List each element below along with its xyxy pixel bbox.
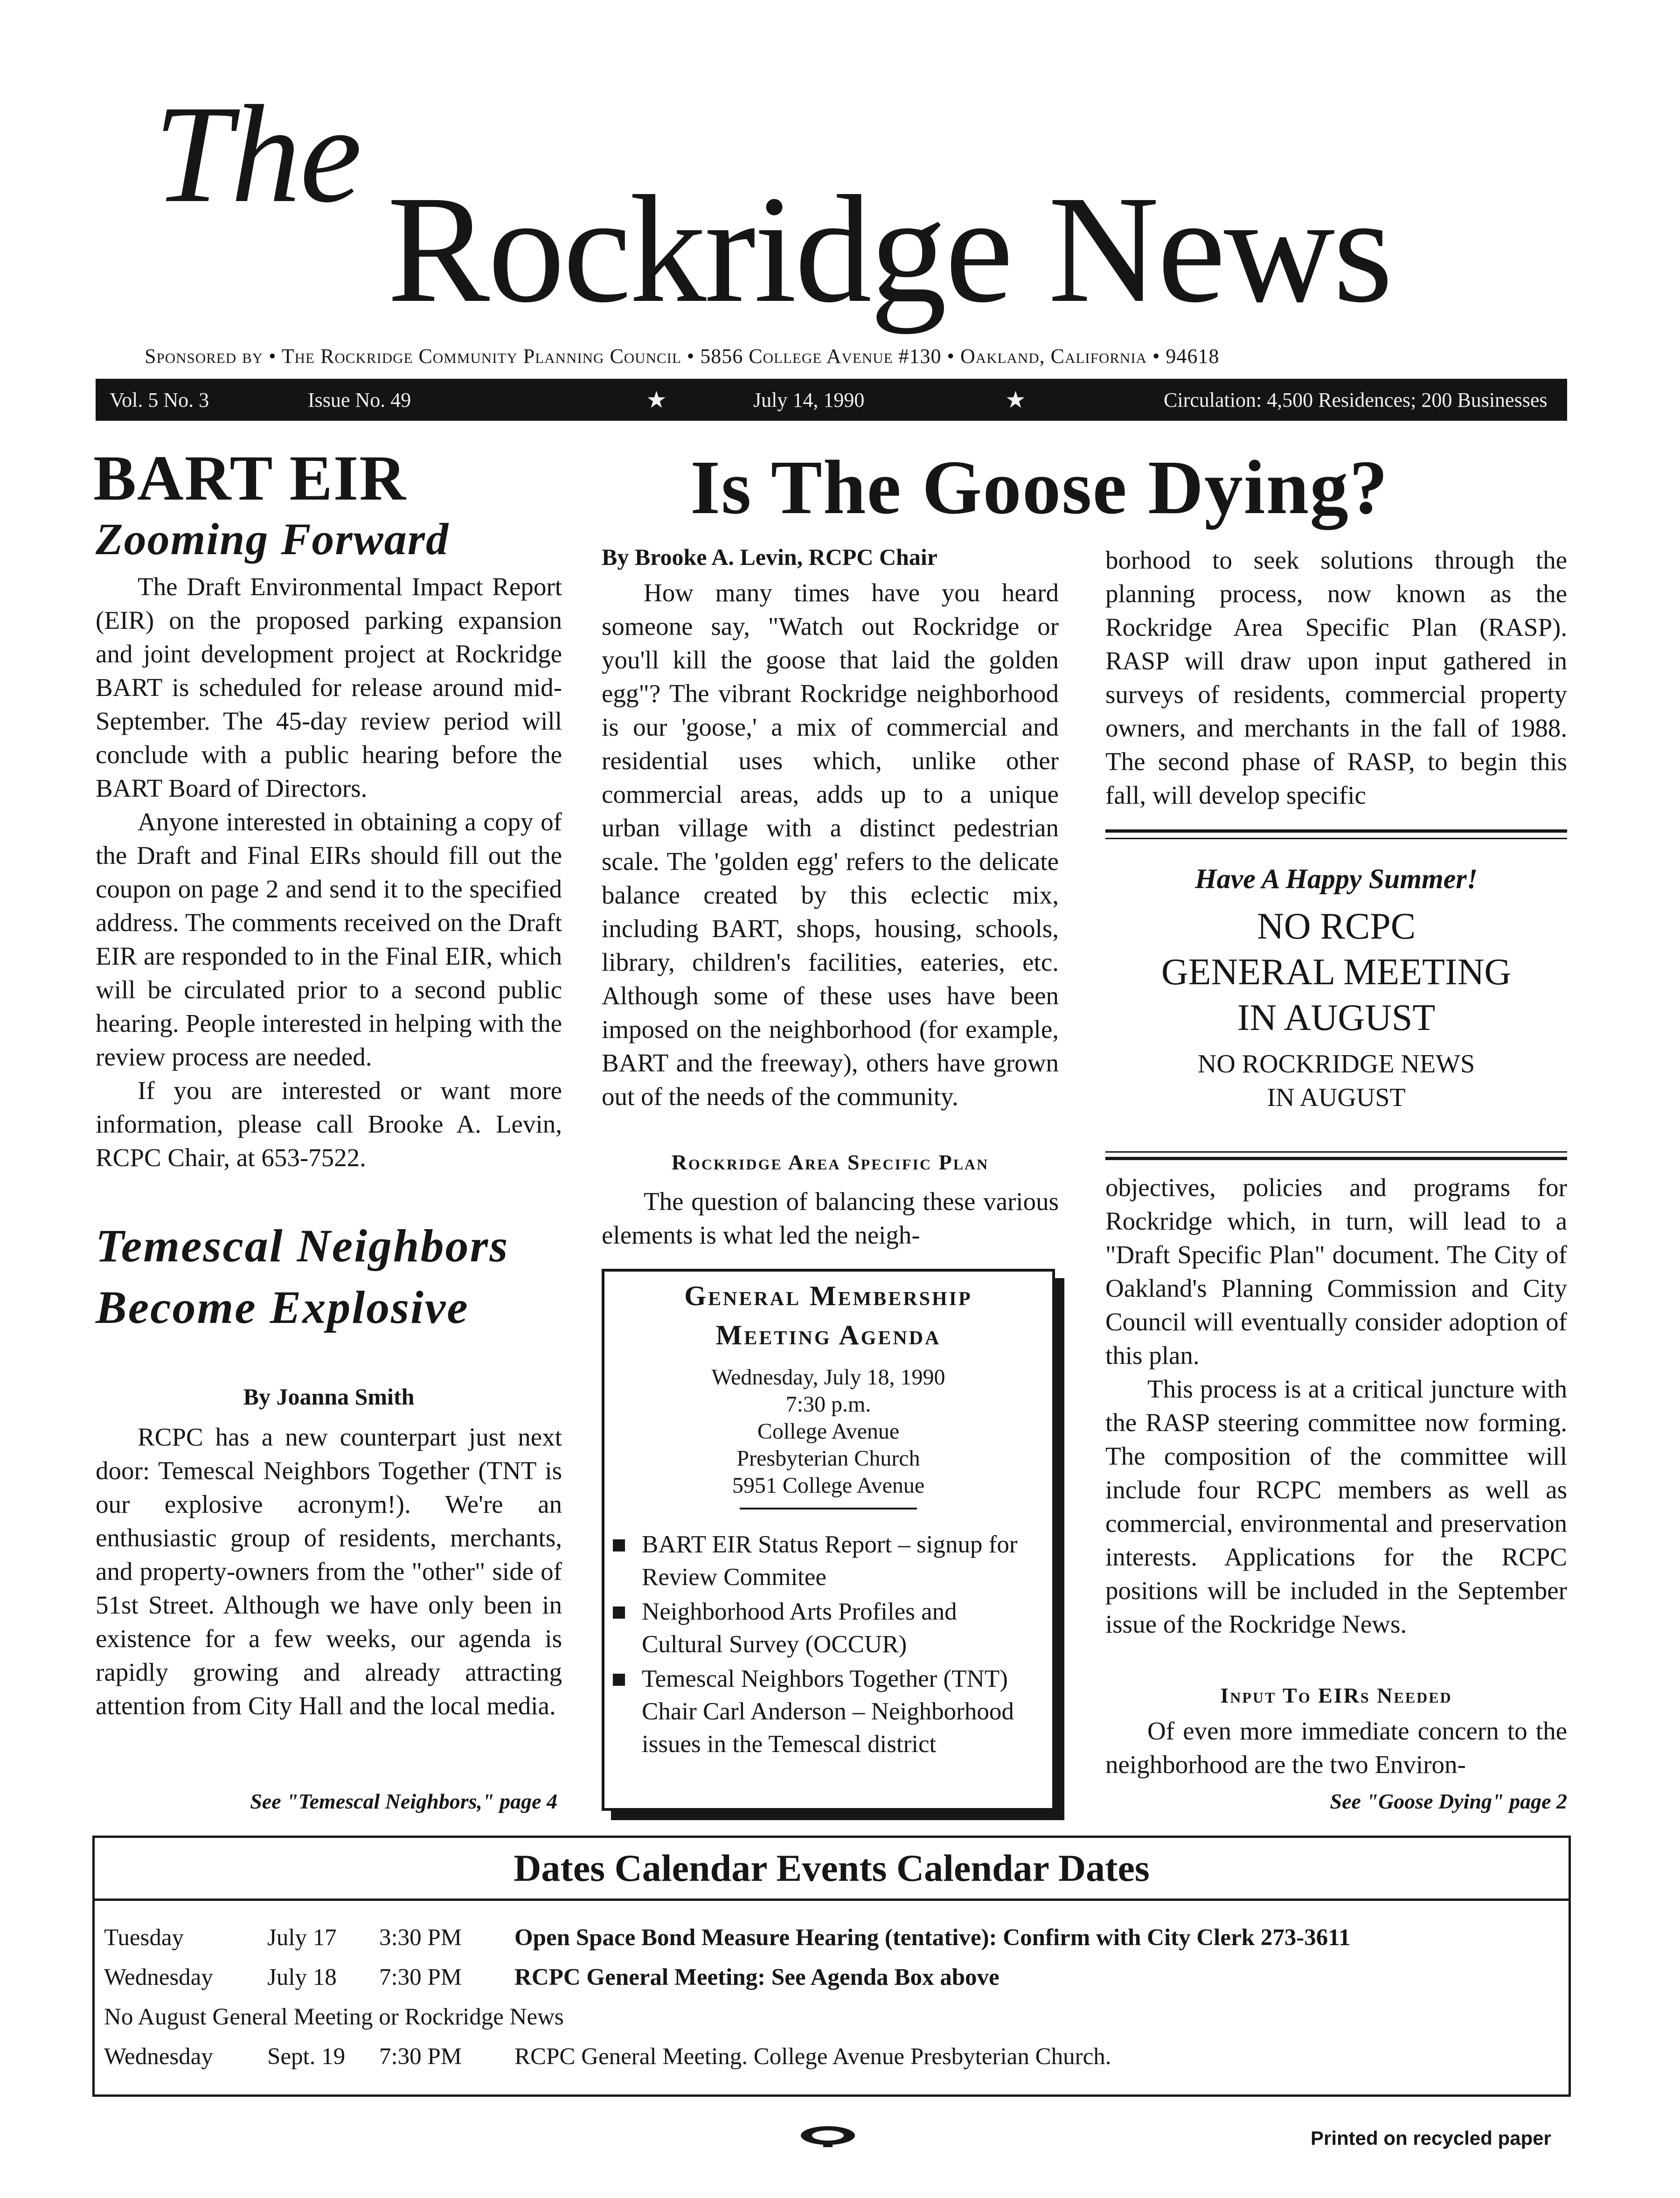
calendar-date: July 17 [267,1925,337,1951]
goose-article-body [602,1185,1059,1252]
calendar-event: RCPC General Meeting. College Avenue Presbyterian Church. [514,2044,1111,2070]
agenda-title [604,1276,1052,1355]
goose-byline: By Brooke A. Levin, RCPC Chair [602,544,937,570]
star-icon: ★ [646,387,667,413]
issue-number: Issue No. 49 [308,389,411,411]
agenda-divider [740,1508,917,1509]
notice-line: NO ROCKRIDGE NEWS [1197,1050,1475,1078]
bart-headline: BART EIR [93,442,407,514]
union-bug-logo-icon [798,2120,858,2155]
temescal-byline: By Joanna Smith [243,1384,415,1410]
bart-paragraph: The Draft Environmental Impact Report (EIR) on the proposed parking expansion and joint development project at Rockridge BART is scheduled for release around mid-September. The 45-day review period will conclude with a public hearing before the BART Board of Directors. [96,572,562,802]
calendar-event: RCPC General Meeting: See Agenda Box above [514,1964,1000,1990]
masthead-the: The [154,77,361,231]
star-icon: ★ [1005,387,1026,413]
agenda-box [602,1269,1055,1811]
temescal-paragraph: RCPC has a new counterpart just next door: Temescal Neighbors Together (TNT is our explosive acronym!). We're an enthusiastic group of residents, merchants, and property-owners from the "other" side of 51st Street. Although we have only been in existence for a few weeks, our agenda is rapidly growing and already attracting attention from City Hall and the local media. [96,1423,562,1720]
agenda-item-text: Neighborhood Arts Profiles and Cultural Survey (OCCUR) [642,1598,957,1658]
calendar-date: July 18 [267,1964,337,1990]
temescal-continuation: See "Temescal Neighbors," page 4 [250,1789,557,1813]
notice-bottom-rule [1105,1151,1567,1153]
agenda-place: College Avenue [757,1419,900,1444]
calendar-divider [95,1899,1569,1901]
events-calendar [92,1836,1571,2097]
agenda-title-line: Meeting Agenda [715,1320,941,1350]
calendar-day: Wednesday [104,2044,213,2070]
calendar-title: Dates Calendar Events Calendar Dates [514,1847,1150,1889]
goose-paragraph: objectives, policies and programs for Rockridge which, in turn, will lead to a "Draft Specific Plan" document. The City of Oakland's Planning Commission and City Council will eventually consider adoption of this plan. [1105,1173,1567,1370]
issue-bar [96,379,1567,421]
calendar-note: No August General Meeting or Rockridge News [104,2004,564,2030]
goose-article-body [1105,1171,1567,1641]
notice-line: NO RCPC [1257,906,1416,947]
agenda-item-text: BART EIR Status Report – signup for Review Commitee [642,1531,1018,1591]
temescal-article-body [96,1420,562,1723]
goose-article-body [602,576,1059,1113]
summer-notice [1105,863,1567,1114]
goose-paragraph: borhood to seek solutions through the planning process, now known as the Rockridge Area Specific Plan (RASP). RASP will draw upon input gathered in surveys of residents, commercial property owners, and merchants in the fall of 1988. The second phase of RASP, to begin this fall, will develop specific [1105,546,1567,809]
goose-article-body [1105,1714,1567,1781]
goose-paragraph: The question of balancing these various elements is what led the neigh- [602,1187,1059,1249]
summer-greeting: Have A Happy Summer! [1194,863,1478,894]
agenda-address: 5951 College Avenue [732,1473,925,1498]
agenda-meeting-info [604,1364,1052,1499]
notice-line: IN AUGUST [1237,997,1436,1038]
agenda-title-line: General Membership [684,1280,972,1311]
bullet-square-icon [613,1674,625,1686]
goose-paragraph: Of even more immediate concern to the neighborhood are the two Environ- [1105,1717,1567,1779]
agenda-time: 7:30 p.m. [785,1392,871,1417]
goose-paragraph: How many times have you heard someone say, "Watch out Rockridge or you'll kill the goose that laid the golden egg"? The vibrant Rockridge neighborhood is our 'goose,' a mix of commercial and residential uses which, unlike other commercial areas, adds up to a unique urban village with a distinct pedestrian scale. The 'golden egg' refers to the delicate balance created by this eclectic mix, including BART, shops, housing, schools, library, children's facilities, eateries, etc. Although some of these uses have been imposed on the neighborhood (for example, BART and the freeway), others have grown out of the needs of the community. [602,578,1059,1111]
no-meeting-notice [1105,904,1567,1041]
rasp-subhead: Rockridge Area Specific Plan [671,1150,989,1174]
bullet-square-icon [613,1539,625,1551]
notice-top-rule [1105,829,1567,833]
bart-subhead: Zooming Forward [96,514,450,564]
circulation: Circulation: 4,500 Residences; 200 Businesses [1164,389,1548,411]
agenda-date: Wednesday, July 18, 1990 [711,1365,945,1390]
goose-article-body [1105,543,1567,812]
calendar-day: Tuesday [104,1925,184,1951]
bart-article-body [96,570,562,1175]
calendar-time: 7:30 PM [379,2044,462,2070]
eir-input-subhead: Input To EIRs Needed [1220,1683,1452,1707]
notice-line: GENERAL MEETING [1161,952,1512,993]
recycled-paper-note: Printed on recycled paper [1311,2127,1551,2149]
goose-continuation: See "Goose Dying" page 2 [1330,1789,1567,1813]
calendar-date: Sept. 19 [267,2044,346,2070]
bullet-square-icon [613,1607,625,1619]
agenda-item [642,1595,1038,1661]
notice-bottom-rule [1105,1157,1567,1160]
sponsor-line: Sponsored by • The Rockridge Community Planning Council • 5856 College Avenue #130 • Oakland, California • 94618 [145,345,1220,368]
agenda-items [604,1528,1052,1760]
goose-paragraph: This process is at a critical juncture with the RASP steering committee now forming. The composition of the committee will include four RCPC members as well as commercial, environmental and preservation interests. Applications for the RCPC positions will be included in the September issue of the Rockridge News. [1105,1375,1567,1638]
calendar-day: Wednesday [104,1964,213,1990]
agenda-item [642,1528,1038,1593]
bart-paragraph: If you are interested or want more information, please call Brooke A. Levin, RCPC Chair, at 653-7522. [96,1076,562,1172]
temescal-headline: Temescal Neighbors Become Explosive [96,1220,509,1333]
masthead-title: Rockridge News [387,164,1391,334]
issue-date: July 14, 1990 [753,389,865,411]
notice-top-rule [1105,838,1567,839]
notice-line: IN AUGUST [1267,1083,1406,1112]
calendar-event: Open Space Bond Measure Hearing (tentative): Confirm with City Clerk 273-3611 [514,1925,1351,1951]
agenda-place: Presbyterian Church [736,1446,920,1471]
calendar-time: 7:30 PM [379,1964,462,1990]
volume-number: Vol. 5 No. 3 [110,389,209,411]
agenda-item [642,1662,1038,1760]
agenda-item-text: Temescal Neighbors Together (TNT) Chair Carl Anderson – Neighborhood issues in the Temescal district [642,1665,1014,1758]
bart-paragraph: Anyone interested in obtaining a copy of the Draft and Final EIRs should fill out the coupon on page 2 and send it to the specified address. The comments received on the Draft EIR are responded to in the Final EIR, which will be circulated prior to a second public hearing. People interested in helping with the review process are needed. [96,807,562,1071]
no-news-notice [1105,1047,1567,1114]
calendar-time: 3:30 PM [379,1925,462,1951]
goose-headline: Is The Goose Dying? [690,445,1389,530]
